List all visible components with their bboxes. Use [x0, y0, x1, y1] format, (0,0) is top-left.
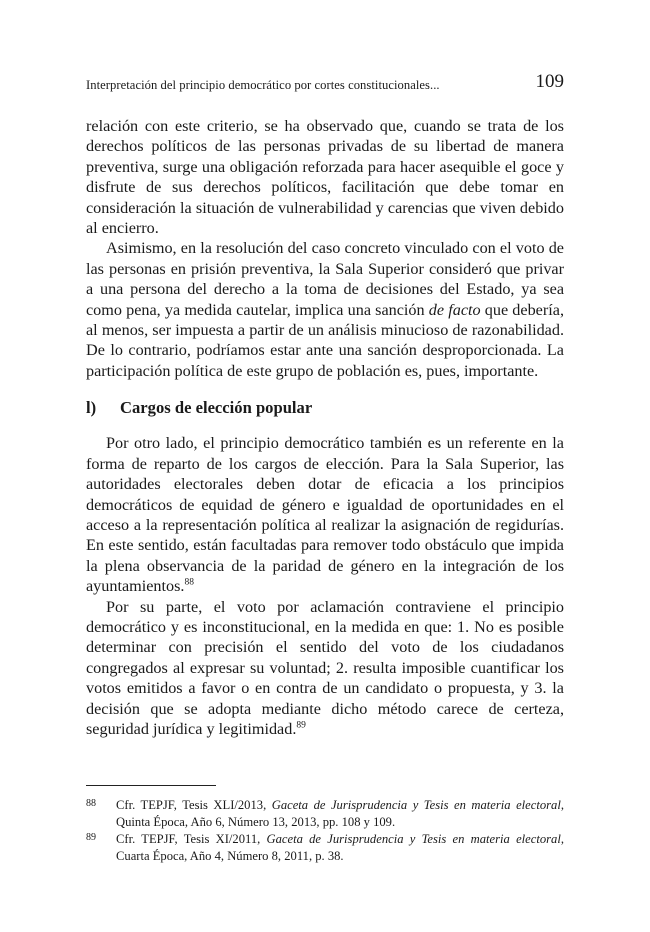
footnote-publication: Gaceta de Jurisprudencia y Tesis en materia electoral — [271, 798, 561, 812]
body-text — [86, 116, 564, 739]
footnote-citation: Cfr. TEPJF, Tesis XLI/2013, — [116, 798, 272, 812]
paragraph-text: que debería, al menos, ser impuesta a partir de un análisis minucioso de razonabilidad. De lo contrario, podríamos estar ante una sanción desproporcionada. La participación política de este grupo de población es, pues, importante. — [86, 300, 564, 380]
section-letter: l) — [86, 398, 97, 418]
paragraph: relación con este criterio, se ha observado que, cuando se trata de los derechos políticos de las personas privadas de su libertad de manera preventiva, surge una obligación reforzada para hacer asequible el goce y disfrute de sus derechos políticos, facilitación que debe tomar en consideración la situación de vulnerabilidad y carencias que viven debido al encierro. — [86, 117, 564, 238]
footnote-publication: Gaceta de Jurisprudencia y Tesis en materia electoral — [266, 832, 561, 847]
footnote-details: , Quinta Época, Año 6, Número 13, 2013, pp. 108 y 109. — [116, 798, 564, 829]
footnote — [86, 797, 564, 830]
paragraph — [86, 433, 564, 596]
paragraph-text: Por otro lado, el principio democrático también es un referente en la forma de reparto de los cargos de elección. Para la Sala Superior, las autoridades electorales deben dotar de eficacia a los principios democráticos de equidad de género e igualdad de oportunidades en el acceso a la representación política al realizar la asignación de regidurías. En este sentido, están facultadas para remover todo obstáculo que impida la plena observancia de la paridad de género en la integración de los ayuntamientos. — [86, 434, 564, 596]
footnote — [86, 831, 564, 864]
running-title: Interpretación del principio democrático por cortes constitucionales... — [86, 78, 440, 92]
footnotes — [86, 797, 564, 865]
page-header — [86, 70, 564, 94]
footnote-text — [116, 797, 564, 830]
page-number: 109 — [535, 71, 564, 92]
footnote-reference[interactable]: 88 — [184, 577, 194, 588]
italic-term: de facto — [428, 300, 481, 319]
section-title: Cargos de elección popular — [120, 398, 313, 418]
paragraph-text: Por su parte, el voto por aclamación contraviene el principio democrático y es inconstitucional, en la medida en que: 1. No es posible determinar con precisión el sentido del voto de los ciudadanos congregados al expresar su voluntad; 2. resulta imposible cuantificar los votos emitidos a favor o en contra de un candidato o propuesta, y 3. la decisión que se adopta mediante dicho método carece de certeza, seguridad jurídica y legitimidad. — [86, 597, 564, 738]
footnote-reference[interactable]: 89 — [296, 720, 306, 731]
paragraph — [86, 238, 564, 381]
book-page — [86, 0, 564, 932]
footnote-number: 88 — [86, 798, 96, 809]
section-heading — [86, 398, 564, 418]
footnote-text — [116, 831, 564, 864]
paragraph-text: Asimismo, en la resolución del caso concreto vinculado con el voto de las personas en prisión preventiva, la Sala Superior consideró que privar a una persona del derecho a la toma de decisiones del Estado, ya sea como pena, ya medida cautelar, implica una sanción — [86, 239, 564, 319]
footnote-number: 89 — [86, 832, 96, 844]
paragraph — [86, 597, 564, 740]
footnote-details: , Cuarta Época, Año 4, Número 8, 2011, p. 38. — [116, 832, 564, 863]
footnote-separator — [86, 785, 216, 786]
footnote-citation: Cfr. TEPJF, Tesis XI/2011, — [116, 832, 267, 847]
